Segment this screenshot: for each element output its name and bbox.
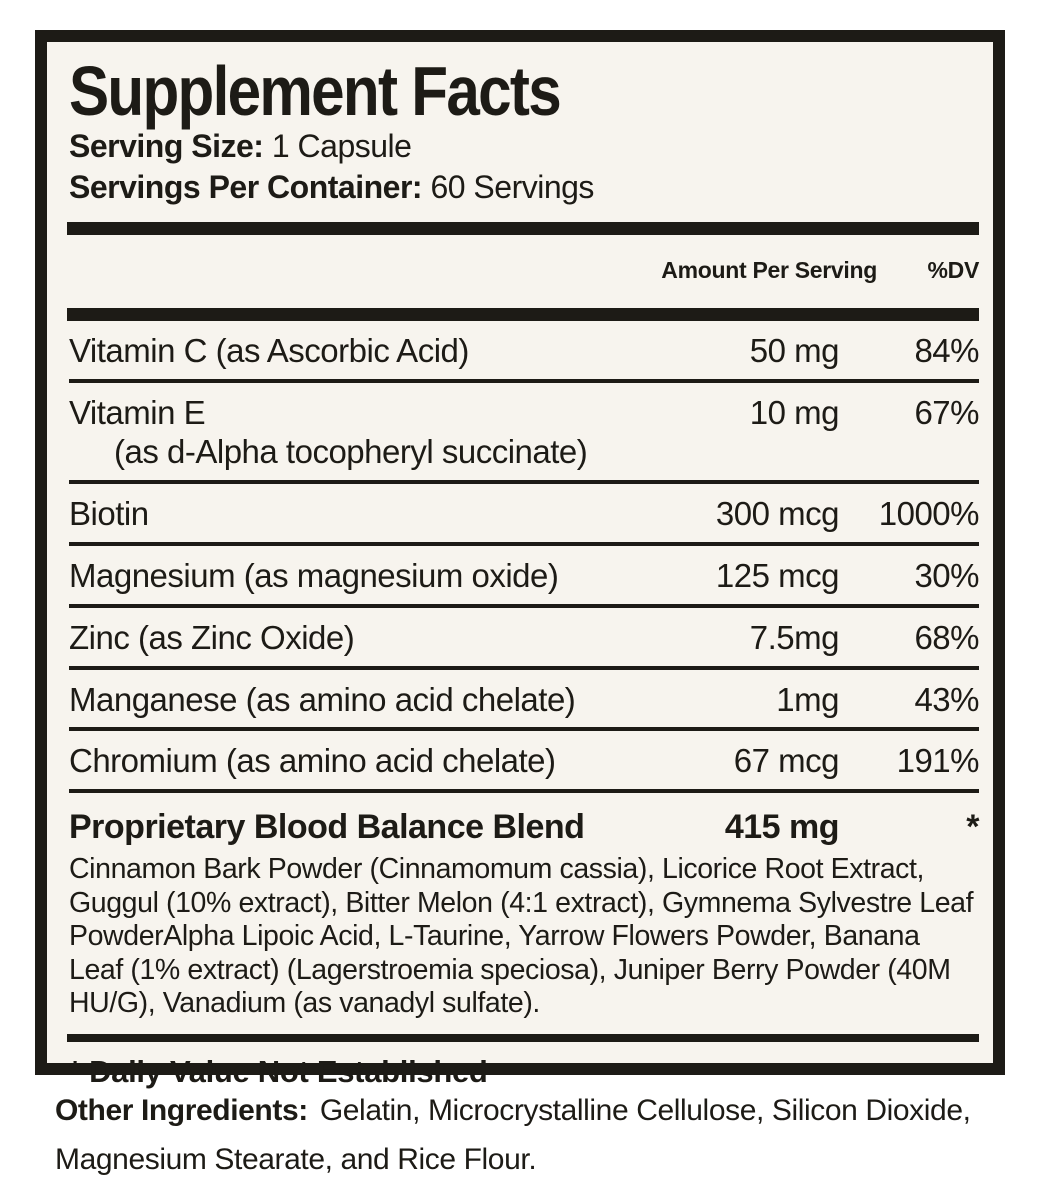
servings-per-container-value: 60 Servings bbox=[430, 168, 594, 205]
blend-dv: * bbox=[966, 808, 979, 847]
nutrient-amount: 7.5mg bbox=[749, 618, 839, 656]
nutrient-amount: 10 mg bbox=[749, 393, 839, 431]
table-row bbox=[69, 731, 979, 793]
nutrient-name-detail: (as d-Alpha tocopheryl succinate) bbox=[114, 432, 588, 470]
supplement-facts-panel bbox=[35, 30, 1005, 1089]
nutrient-dv: 1000% bbox=[878, 494, 979, 532]
divider-thick-header bbox=[67, 308, 979, 321]
panel-title: Supplement Facts bbox=[69, 52, 560, 130]
daily-value-footnote: * Daily Value Not Established bbox=[69, 1053, 488, 1089]
nutrient-name: Magnesium (as magnesium oxide) bbox=[69, 556, 559, 594]
other-ingredients bbox=[55, 1087, 1005, 1178]
table-row bbox=[69, 546, 979, 608]
nutrient-name: Zinc (as Zinc Oxide) bbox=[69, 618, 355, 656]
nutrient-name: Chromium (as amino acid chelate) bbox=[69, 742, 556, 780]
nutrient-dv: 68% bbox=[914, 618, 979, 656]
blend-name: Proprietary Blood Balance Blend bbox=[69, 808, 585, 847]
serving-size-line bbox=[69, 126, 979, 167]
serving-size-value: 1 Capsule bbox=[271, 128, 412, 164]
nutrient-amount: 300 mcg bbox=[715, 494, 839, 532]
nutrient-dv: 67% bbox=[914, 393, 979, 431]
other-ingredients-value: Gelatin, Microcrystalline Cellulose, Silicon Dioxide, Magnesium Stearate, and Rice Flour. bbox=[55, 1094, 971, 1176]
other-ingredients-label: Other Ingredients: bbox=[55, 1094, 308, 1127]
nutrient-dv: 191% bbox=[896, 742, 979, 780]
nutrient-amount: 1mg bbox=[776, 680, 839, 718]
column-header-row bbox=[69, 235, 979, 308]
nutrient-dv: 43% bbox=[914, 680, 979, 718]
blend-amount: 415 mg bbox=[724, 808, 839, 847]
servings-per-container-label: Servings Per Container: bbox=[69, 168, 423, 205]
nutrient-amount: 50 mg bbox=[749, 331, 839, 369]
nutrient-amount: 125 mcg bbox=[715, 556, 839, 594]
table-row bbox=[69, 608, 979, 670]
divider-thick-top bbox=[67, 222, 979, 235]
nutrient-name: Manganese (as amino acid chelate) bbox=[69, 680, 576, 718]
table-row bbox=[69, 383, 979, 484]
nutrient-dv: 84% bbox=[914, 331, 979, 369]
table-row bbox=[69, 670, 979, 732]
nutrient-name: Biotin bbox=[69, 494, 149, 532]
serving-size-label: Serving Size: bbox=[69, 128, 264, 164]
nutrient-name: Vitamin C (as Ascorbic Acid) bbox=[69, 331, 469, 369]
nutrient-table bbox=[69, 321, 979, 794]
blend-description: Cinnamon Bark Powder (Cinnamomum cassia), Licorice Root Extract, Guggul (10% extract), Bitter Melon (4:1 extract), Gymnema Sylvestre Leaf PowderAlpha Lipoic Acid, L-Taurine, Yarrow Flowers Powder, Banana Leaf (1% extract) (Lagerstroemia speciosa), Juniper Berry Powder (40M HU/G), Vanadium (as vanadyl sulfate). bbox=[69, 853, 974, 1020]
column-header-amount: Amount Per Serving bbox=[661, 256, 877, 283]
nutrient-amount: 67 mcg bbox=[733, 742, 839, 780]
blend-row bbox=[69, 793, 979, 849]
nutrient-dv: 30% bbox=[914, 556, 979, 594]
nutrient-name: Vitamin E (as d-Alpha tocopheryl succinate) bbox=[69, 394, 669, 472]
column-header-dv: %DV bbox=[927, 256, 979, 283]
divider-footnote bbox=[67, 1034, 979, 1042]
table-row bbox=[69, 321, 979, 383]
table-row bbox=[69, 484, 979, 546]
servings-per-container-line bbox=[69, 167, 979, 208]
